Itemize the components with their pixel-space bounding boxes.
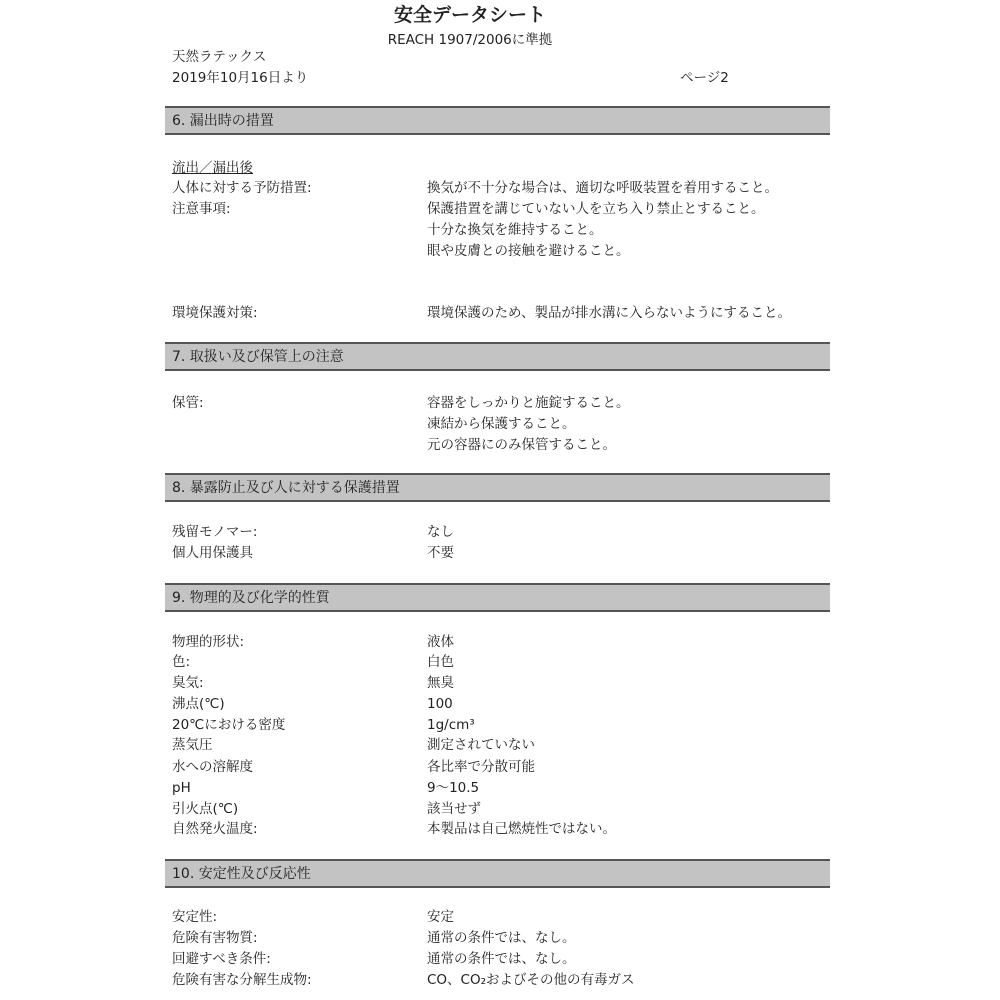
section-header-bar [165, 106, 830, 135]
field-value: 凍結から保護すること。 [427, 416, 576, 432]
field-label: 色: [172, 654, 191, 670]
field-label: 安定性: [172, 909, 218, 925]
field-value: 通常の条件では、なし。 [427, 951, 576, 967]
product-name: 天然ラテックス [172, 49, 267, 65]
field-value: 不要 [427, 545, 454, 561]
field-value: 容器をしっかりと施錠すること。 [427, 395, 630, 411]
field-value: 本製品は自己燃焼性ではない。 [427, 821, 616, 837]
effective-date: 2019年10月16日より [172, 70, 309, 86]
section-title: 6. 漏出時の措置 [172, 113, 274, 129]
field-value: 環境保護のため、製品が排水溝に入らないようにすること。 [427, 305, 791, 321]
field-value: 該当せず [427, 801, 481, 817]
field-label: 保管: [172, 395, 204, 411]
field-label: 引火点(℃) [172, 801, 239, 817]
field-label: 注意事項: [172, 201, 231, 217]
field-value: なし [427, 524, 454, 540]
field-label: 沸点(℃) [172, 696, 225, 712]
field-value: 安定 [427, 909, 454, 925]
document-subtitle: REACH 1907/2006に準拠 [387, 32, 553, 48]
section-title: 7. 取扱い及び保管上の注意 [172, 349, 344, 365]
field-label: 20℃における密度 [172, 717, 286, 733]
field-value: 眼や皮膚との接触を避けること。 [427, 243, 630, 259]
field-value: 白色 [427, 654, 454, 670]
field-value: 通常の条件では、なし。 [427, 930, 576, 946]
field-label: 自然発火温度: [172, 821, 258, 837]
field-label: 回避すべき条件: [172, 951, 271, 967]
section-header-bar [165, 859, 830, 888]
field-value: 保護措置を講じていない人を立ち入り禁止とすること。 [427, 201, 765, 217]
section-title: 8. 暴露防止及び人に対する保護措置 [172, 480, 400, 496]
field-value: CO、CO₂およびその他の有毒ガス [427, 972, 635, 988]
section-title: 9. 物理的及び化学的性質 [172, 590, 330, 606]
field-label: 臭気: [172, 675, 204, 691]
field-value: 1g/cm³ [427, 717, 475, 733]
field-value: 元の容器にのみ保管すること。 [427, 437, 616, 453]
page-number: ページ2 [680, 70, 729, 86]
field-label: 残留モノマー: [172, 524, 258, 540]
field-value: 無臭 [427, 675, 454, 691]
field-label: 水への溶解度 [172, 759, 253, 775]
field-value: 9～10.5 [427, 780, 480, 796]
field-label: 物理的形状: [172, 634, 245, 650]
field-value: 測定されていない [427, 737, 535, 753]
section-header-bar [165, 583, 830, 612]
document-title: 安全データシート [393, 4, 546, 26]
field-label: 人体に対する予防措置: [172, 180, 312, 196]
field-value: 十分な換気を維持すること。 [427, 222, 603, 238]
field-label: 蒸気圧 [172, 737, 213, 753]
section-title: 10. 安定性及び反応性 [172, 866, 311, 882]
section-header-bar [165, 473, 830, 502]
section-subheading: 流出／漏出後 [172, 160, 253, 176]
field-label: 個人用保護具 [172, 545, 253, 561]
field-value: 液体 [427, 634, 454, 650]
field-value: 換気が不十分な場合は、適切な呼吸装置を着用すること。 [427, 180, 778, 196]
field-label: 危険有害な分解生成物: [172, 972, 312, 988]
field-value: 各比率で分散可能 [427, 759, 535, 775]
field-label: 危険有害物質: [172, 930, 258, 946]
section-header-bar [165, 342, 830, 371]
field-label: pH [172, 780, 191, 796]
field-label: 環境保護対策: [172, 305, 258, 321]
field-value: 100 [427, 696, 453, 712]
